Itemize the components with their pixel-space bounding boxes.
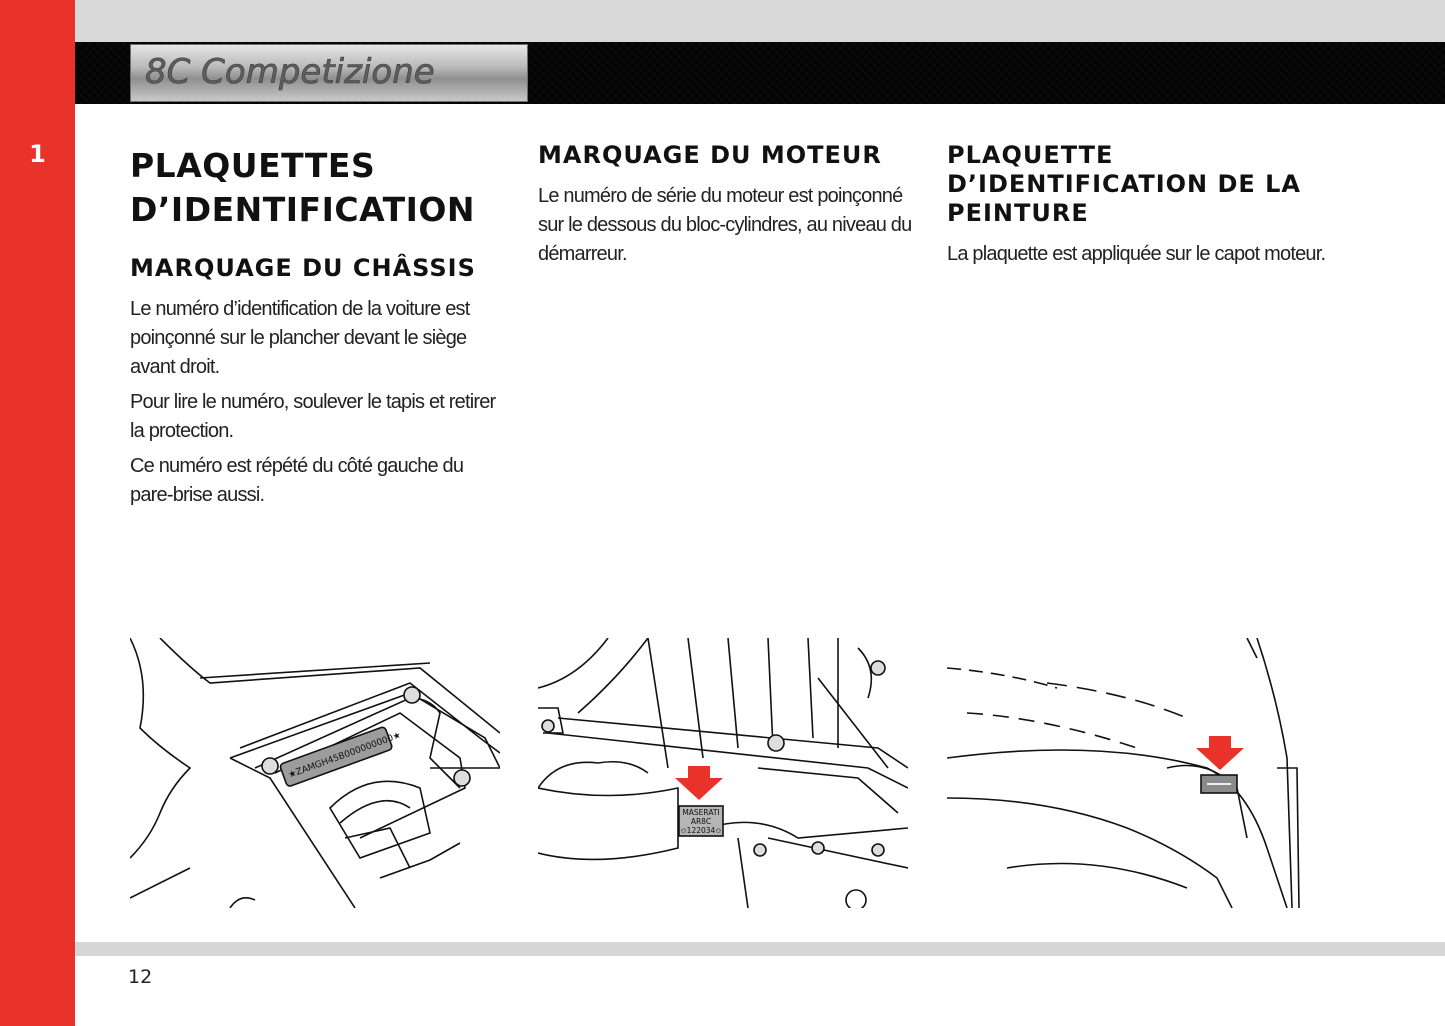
- logo-wordmark: 8C Competizione: [145, 52, 435, 92]
- chassis-paragraph-1: Le numéro d’identification de la voiture est poinçonné sur le plancher devant le siège avant droit.: [130, 298, 470, 378]
- section-title-paint: PLAQUETTE D’IDENTIFICATION DE LA PEINTURE: [947, 141, 1302, 227]
- section-title-chassis: MARQUAGE DU CHÂSSIS: [130, 254, 476, 282]
- section-engine: [538, 141, 913, 275]
- section-paint: [947, 141, 1327, 275]
- chapter-number: 1: [29, 140, 46, 168]
- paint-paragraph-1: La plaquette est appliquée sur le capot moteur.: [947, 243, 1326, 265]
- chassis-plate-number: ★ZAMGH45B000000000★: [287, 730, 403, 781]
- paint-illustration: [947, 638, 1317, 908]
- chassis-paragraph-2: Pour lire le numéro, soulever le tapis et retirer la protection.: [130, 391, 496, 442]
- engine-illustration: [538, 638, 908, 908]
- engine-paragraph-1: Le numéro de série du moteur est poinçonné sur le dessous du bloc-cylindres, au niveau du démarreur.: [538, 185, 912, 265]
- engine-label-line3: ✩122034✩: [680, 826, 722, 835]
- engine-label-line2: AR8C: [690, 817, 712, 826]
- top-grey-bar: [75, 0, 1445, 42]
- engine-label-line1: MASERATI: [682, 808, 720, 817]
- page-title: PLAQUETTES D’IDENTIFICATION: [130, 146, 476, 229]
- footer-bar: [75, 942, 1445, 956]
- brand-logo: [130, 44, 528, 102]
- section-title-engine: MARQUAGE DU MOTEUR: [538, 141, 882, 169]
- chassis-illustration: [130, 638, 500, 908]
- section-chassis: [130, 254, 510, 516]
- page-number: 12: [128, 966, 153, 988]
- chassis-paragraph-3: Ce numéro est répété du côté gauche du pare-brise aussi.: [130, 455, 464, 506]
